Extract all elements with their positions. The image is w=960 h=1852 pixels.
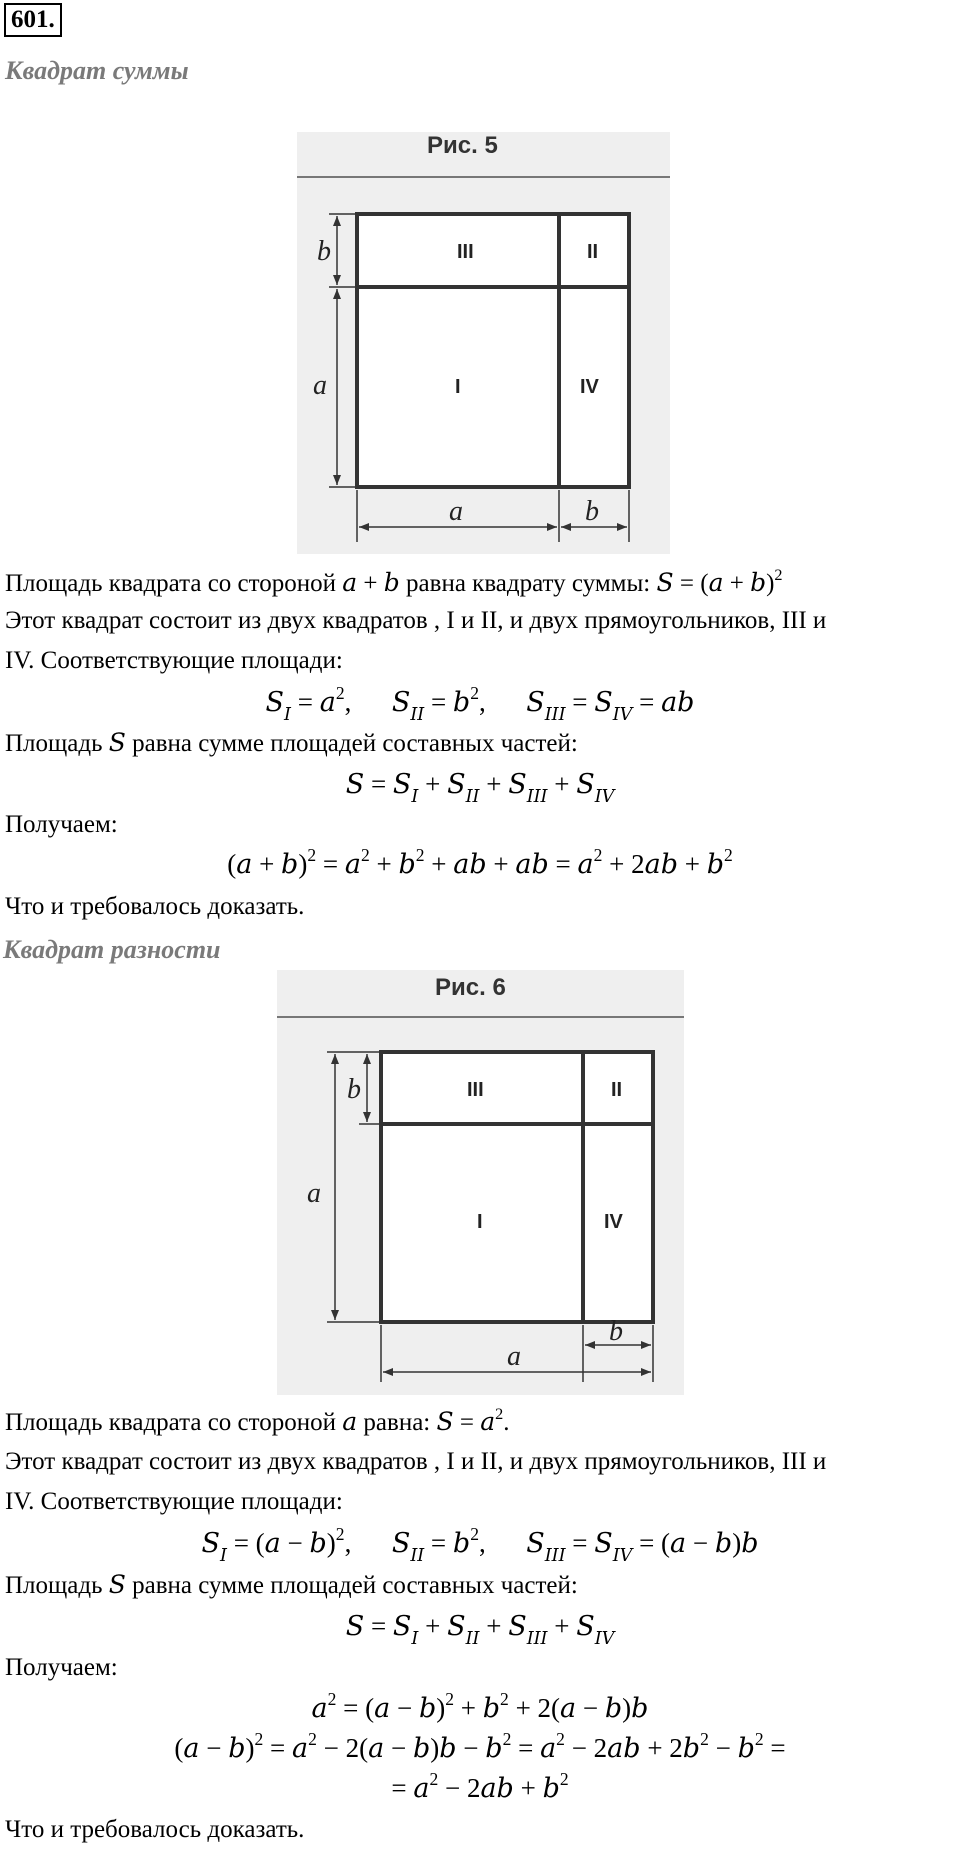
sum-text-5: Получаем: — [5, 811, 118, 838]
diff-formula-line-1: $a^2 = (a - b)^2 + b^2 + 2(a - b)b$ — [311, 1689, 649, 1724]
figure-6-label-III: III — [467, 1079, 484, 1101]
figure-6-bottom-a: a — [507, 1341, 521, 1372]
diff-formula-line-2: $(a - b)^2 = a^2 - 2(a - b)b - b^2 = a^2 - 2ab + 2b^2 - b^2$ = — [174, 1729, 786, 1764]
sum-text-2: Этот квадрат состоит из двух квадратов , I и II, и двух прямоугольников, III и — [5, 607, 827, 634]
figure-6-diagram — [277, 970, 684, 1395]
figure-6 — [277, 970, 684, 1395]
diff-formula-total: $S = S_I + S_{II} + S_{III} + S_{IV}$ — [345, 1611, 615, 1650]
figure-5-label-II: II — [587, 241, 599, 263]
figure-6-label-IV: IV — [604, 1211, 623, 1233]
figure-6-side-b: b — [347, 1074, 361, 1105]
diff-text-3: IV. Соответствующие площади: — [5, 1488, 343, 1515]
figure-5-side-b: b — [317, 236, 331, 267]
figure-5-side-a: a — [313, 370, 327, 401]
figure-5-label-IV: IV — [580, 376, 599, 398]
diff-text-1: Площадь квадрата со стороной a равна: $S = a^2$. — [5, 1405, 510, 1436]
diff-formula-line-3: = $a^2 - 2ab + b^2$ — [391, 1769, 569, 1804]
sum-text-4: Площадь S равна сумме площадей составных частей: — [5, 728, 578, 757]
figure-6-title: Рис. 6 — [435, 974, 506, 1001]
diff-text-5: Получаем: — [5, 1654, 118, 1681]
diff-formula-areas: $S_I = (a - b)^2$, $S_{II} = b^2$, $S_{III} = S_{IV} = (a - b)b$ — [201, 1524, 759, 1567]
section-title-sum-square: Квадрат суммы — [5, 56, 189, 85]
sum-formula-result: $(a + b)^2 = a^2 + b^2$ + ab + ab = $a^2 + 2ab + b^2$ — [227, 845, 733, 880]
figure-6-label-I: I — [477, 1211, 483, 1233]
section-title-difference-square: Квадрат разности — [3, 935, 221, 964]
diff-text-2: Этот квадрат состоит из двух квадратов , I и II, и двух прямоугольников, III и — [5, 1448, 827, 1475]
sum-formula-areas: $S_I = a^2$, $S_{II} = b^2$, $S_{III} = S_{IV}$ = ab — [265, 683, 695, 726]
figure-6-label-II: II — [611, 1079, 623, 1101]
sum-text-6: Что и требовалось доказать. — [5, 893, 305, 920]
figure-5-label-III: III — [457, 241, 474, 263]
diff-text-4: Площадь S равна сумме площадей составных частей: — [5, 1570, 578, 1599]
sum-text-1: Площадь квадрата со стороной a + b равна квадрату суммы: $S = (a + b)^2$ — [5, 566, 783, 597]
problem-number: 601. — [4, 3, 62, 37]
figure-5-bottom-b: b — [585, 496, 599, 527]
sum-formula-total: $S = S_I + S_{II} + S_{III} + S_{IV}$ — [345, 769, 615, 808]
figure-5 — [297, 132, 670, 554]
figure-6-bottom-b: b — [609, 1316, 623, 1347]
figure-5-bottom-a: a — [449, 496, 463, 527]
figure-5-diagram — [297, 132, 670, 554]
figure-6-side-a: a — [307, 1178, 321, 1209]
diff-text-6: Что и требовалось доказать. — [5, 1816, 305, 1843]
sum-text-3: IV. Соответствующие площади: — [5, 647, 343, 674]
figure-5-title: Рис. 5 — [427, 132, 498, 159]
figure-5-label-I: I — [455, 376, 461, 398]
